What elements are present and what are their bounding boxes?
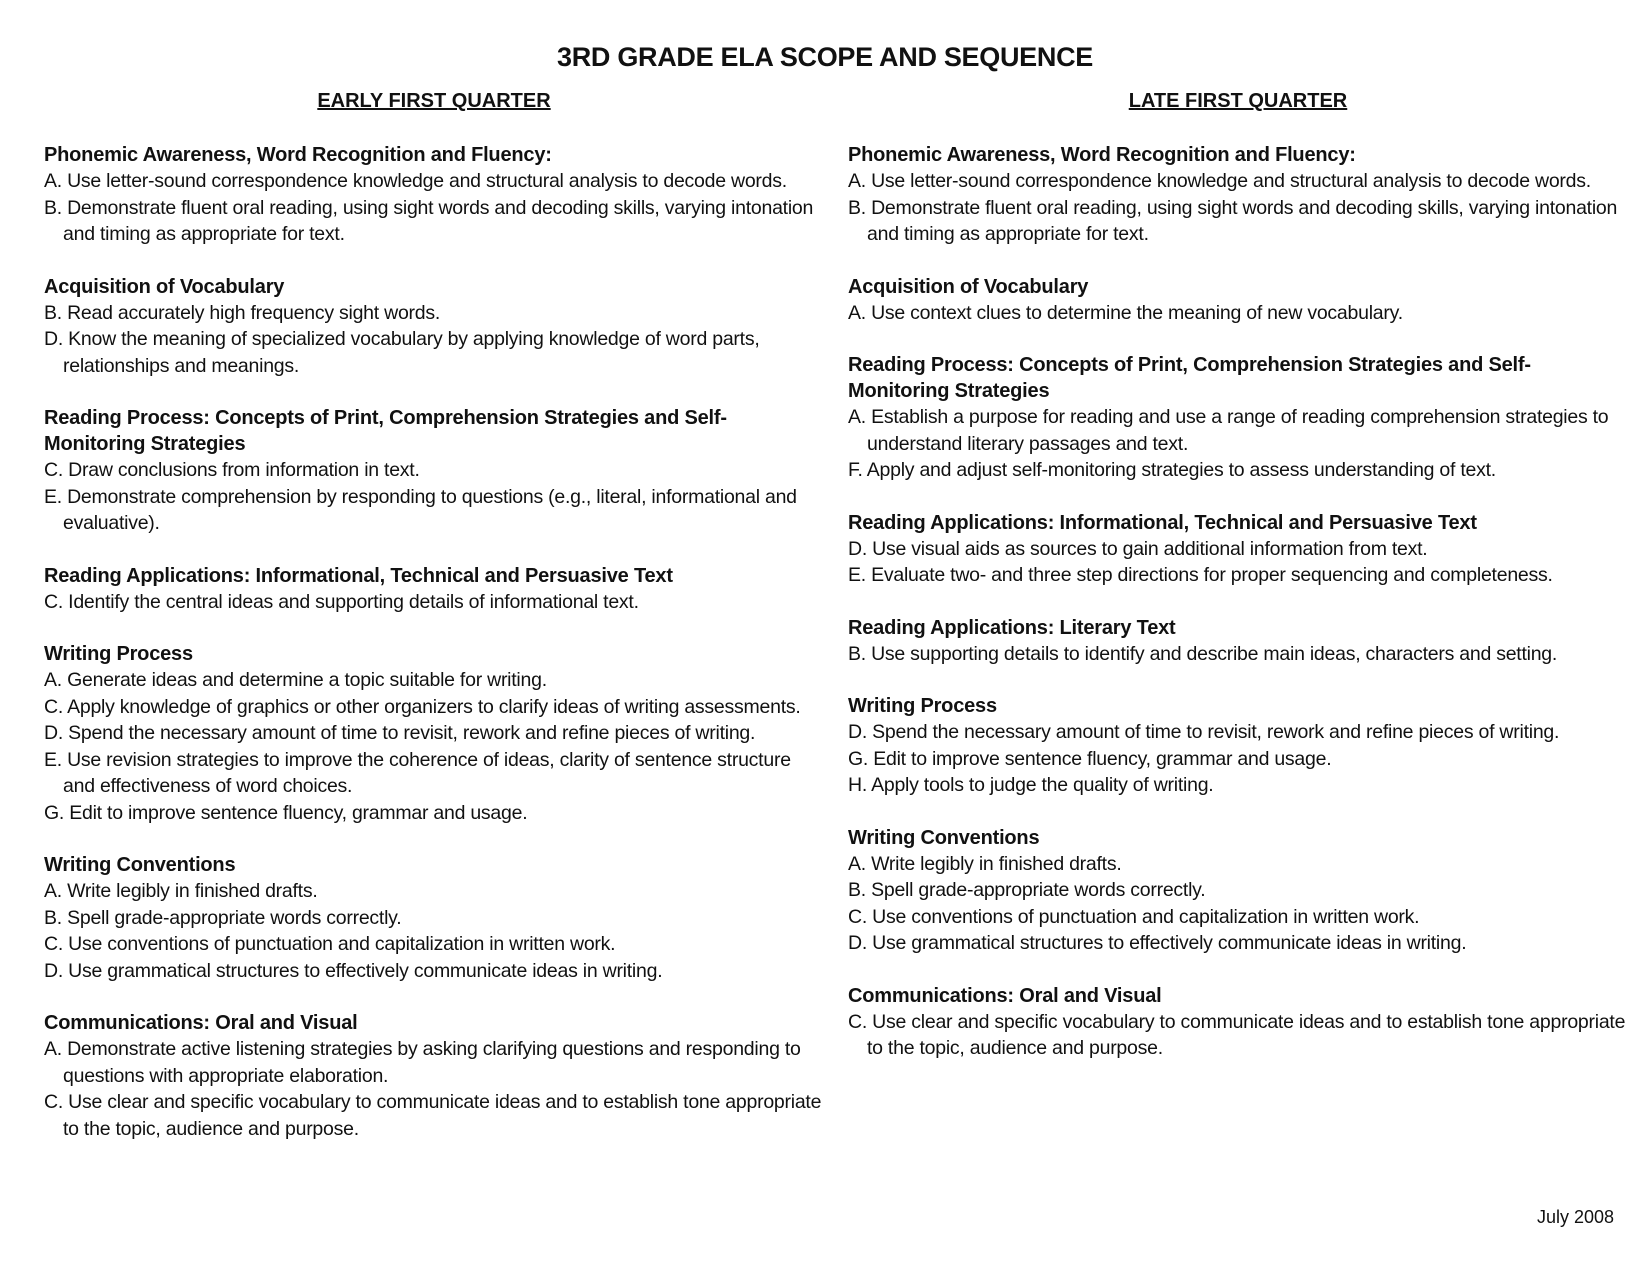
section-heading: Phonemic Awareness, Word Recognition and Fluency: bbox=[44, 144, 552, 166]
standards-section bbox=[848, 510, 1628, 589]
section-heading: Communications: Oral and Visual bbox=[848, 984, 1162, 1007]
standard-item: D. Spend the necessary amount of time to revisit, rework and refine pieces of writing. bbox=[848, 721, 1560, 743]
section-heading: Acquisition of Vocabulary bbox=[44, 275, 285, 298]
standards-section bbox=[848, 142, 1628, 248]
standards-section bbox=[848, 983, 1628, 1062]
standards-section bbox=[44, 1010, 824, 1142]
standard-item: D. Use grammatical structures to effectively communicate ideas in writing. bbox=[44, 959, 663, 982]
column-header: LATE FIRST QUARTER bbox=[1128, 90, 1348, 112]
section-heading: Communications: Oral and Visual bbox=[44, 1012, 358, 1034]
section-heading: Writing Process bbox=[44, 643, 193, 665]
standard-item: A. Use letter-sound correspondence knowledge and structural analysis to decode words. bbox=[44, 170, 787, 192]
standards-section bbox=[848, 274, 1628, 327]
standard-item: C. Use clear and specific vocabulary to communicate ideas and to establish tone appropriate to the topic, audience and purpose. bbox=[848, 1010, 1626, 1059]
standard-item: B. Spell grade-appropriate words correctly. bbox=[848, 879, 1206, 901]
standard-item: A. Demonstrate active listening strategies by asking clarifying questions and responding to questions with appropriate elaboration. bbox=[44, 1038, 801, 1087]
section-heading: Writing Conventions bbox=[44, 854, 236, 876]
standard-item: C. Draw conclusions from information in text. bbox=[44, 459, 420, 481]
standard-item: B. Use supporting details to identify and describe main ideas, characters and setting. bbox=[848, 642, 1558, 665]
standard-item: B. Demonstrate fluent oral reading, using sight words and decoding skills, varying intonation and timing as appropriate for text. bbox=[44, 196, 814, 245]
standard-item: A. Write legibly in finished drafts. bbox=[848, 852, 1122, 875]
standard-item: E. Demonstrate comprehension by responding to questions (e.g., literal, informational and evaluative). bbox=[44, 485, 797, 534]
standard-item: A. Use context clues to determine the meaning of new vocabulary. bbox=[848, 301, 1403, 324]
standard-item: B. Read accurately high frequency sight words. bbox=[44, 301, 441, 324]
standard-item: E. Use revision strategies to improve the coherence of ideas, clarity of sentence structure and effectiveness of word choices. bbox=[44, 748, 791, 797]
standard-item: C. Use conventions of punctuation and capitalization in written work. bbox=[848, 905, 1420, 928]
standard-item: G. Edit to improve sentence fluency, grammar and usage. bbox=[848, 747, 1332, 770]
standard-item: B. Demonstrate fluent oral reading, using sight words and decoding skills, varying intonation and timing as appropriate for text. bbox=[848, 196, 1618, 245]
section-heading: Reading Applications: Literary Text bbox=[848, 616, 1176, 639]
standards-section bbox=[848, 352, 1628, 484]
section-heading: Phonemic Awareness, Word Recognition and Fluency: bbox=[848, 144, 1356, 166]
standard-item: C. Use conventions of punctuation and capitalization in written work. bbox=[44, 933, 616, 955]
standard-item: D. Use visual aids as sources to gain additional information from text. bbox=[848, 537, 1428, 560]
section-heading: Acquisition of Vocabulary bbox=[848, 275, 1089, 298]
section-heading: Writing Process bbox=[848, 695, 997, 717]
standard-item: D. Spend the necessary amount of time to revisit, rework and refine pieces of writing. bbox=[44, 722, 756, 744]
standard-item: A. Generate ideas and determine a topic suitable for writing. bbox=[44, 669, 547, 691]
section-heading: Reading Applications: Informational, Technical and Persuasive Text bbox=[848, 511, 1477, 534]
column-header: EARLY FIRST QUARTER bbox=[317, 90, 551, 112]
standard-item: D. Know the meaning of specialized vocabulary by applying knowledge of word parts, relationships and meanings. bbox=[44, 328, 760, 377]
standards-section bbox=[44, 563, 824, 616]
standard-item: C. Use clear and specific vocabulary to communicate ideas and to establish tone appropriate to the topic, audience and purpose. bbox=[44, 1091, 822, 1140]
standard-item: F. Apply and adjust self-monitoring strategies to assess understanding of text. bbox=[848, 459, 1496, 481]
standard-item: B. Spell grade-appropriate words correctly. bbox=[44, 906, 402, 929]
column-late-first-quarter bbox=[848, 88, 1628, 1088]
section-list bbox=[848, 142, 1628, 1062]
standard-item: C. Apply knowledge of graphics or other organizers to clarify ideas of writing assessments. bbox=[44, 695, 801, 718]
standards-section bbox=[44, 405, 824, 537]
standard-item: C. Identify the central ideas and supporting details of informational text. bbox=[44, 590, 639, 613]
standard-item: H. Apply tools to judge the quality of writing. bbox=[848, 774, 1214, 796]
standard-item: E. Evaluate two- and three step directions for proper sequencing and completeness. bbox=[848, 564, 1553, 586]
standards-section bbox=[44, 142, 824, 248]
section-heading: Writing Conventions bbox=[848, 826, 1040, 849]
standard-item: A. Establish a purpose for reading and use a range of reading comprehension strategies to understand literary passages and text. bbox=[848, 406, 1609, 455]
standards-section bbox=[848, 693, 1628, 799]
standard-item: A. Write legibly in finished drafts. bbox=[44, 880, 318, 902]
footer-date: July 2008 bbox=[1536, 1207, 1614, 1227]
standards-section bbox=[44, 274, 824, 380]
section-heading: Reading Process: Concepts of Print, Comprehension Strategies and Self-Monitoring Strategies bbox=[44, 407, 727, 455]
section-heading: Reading Applications: Informational, Technical and Persuasive Text bbox=[44, 564, 673, 587]
section-list bbox=[44, 142, 824, 1142]
standard-item: A. Use letter-sound correspondence knowledge and structural analysis to decode words. bbox=[848, 170, 1591, 192]
section-heading: Reading Process: Concepts of Print, Comprehension Strategies and Self-Monitoring Strategies bbox=[848, 354, 1531, 402]
standards-section bbox=[44, 852, 824, 984]
standards-section bbox=[848, 825, 1628, 957]
standards-section bbox=[44, 641, 824, 826]
column-early-first-quarter bbox=[44, 88, 824, 1168]
standard-item: D. Use grammatical structures to effectively communicate ideas in writing. bbox=[848, 932, 1467, 954]
standards-section bbox=[848, 615, 1628, 668]
standard-item: G. Edit to improve sentence fluency, grammar and usage. bbox=[44, 801, 528, 824]
page-title: 3RD GRADE ELA SCOPE AND SEQUENCE bbox=[557, 42, 1093, 72]
